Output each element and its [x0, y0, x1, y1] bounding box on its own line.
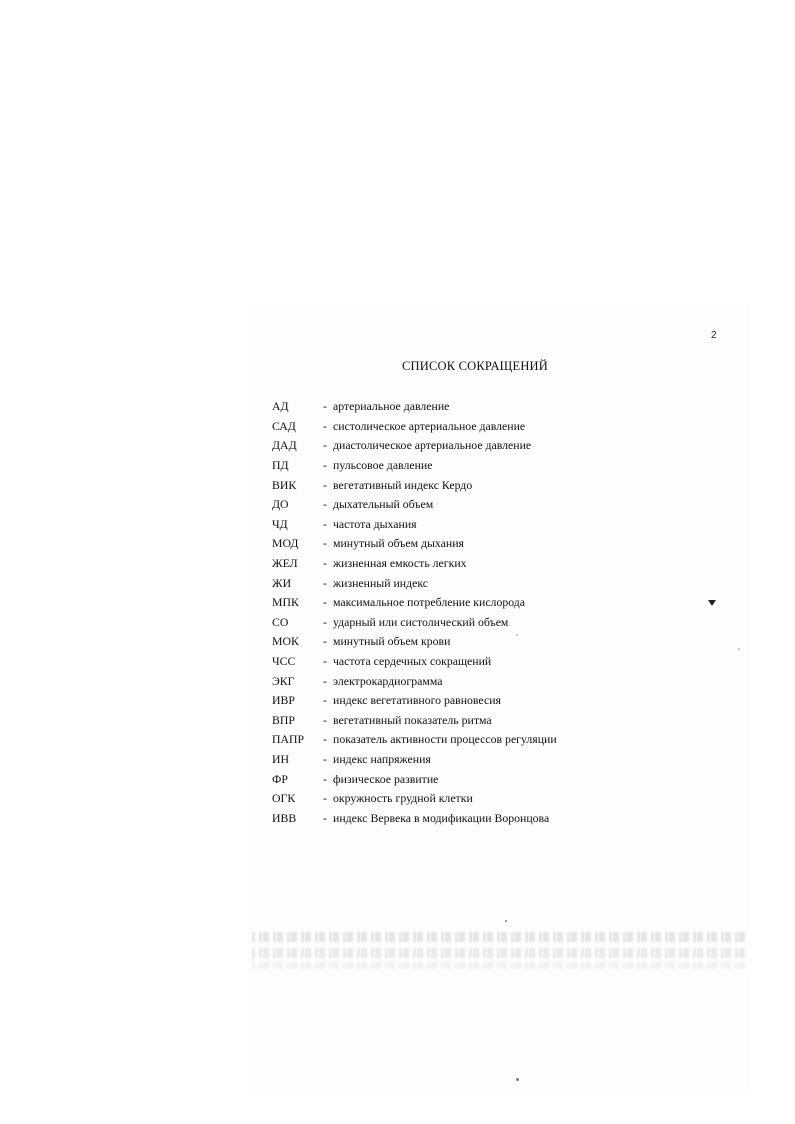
abbreviation-term: ИВР	[272, 693, 295, 708]
abbreviation-definition: показатель активности процессов регуляции	[333, 732, 557, 747]
abbreviation-term: ДАД	[272, 438, 297, 453]
abbreviation-definition: индекс напряжения	[333, 751, 431, 766]
abbreviation-row	[272, 789, 712, 809]
abbreviation-row	[272, 417, 712, 437]
abbreviation-row	[272, 711, 712, 731]
abbreviation-term: САД	[272, 418, 296, 433]
abbreviation-dash: -	[323, 751, 327, 766]
abbreviation-definition: пульсовое давление	[333, 458, 433, 473]
abbreviation-dash: -	[323, 418, 327, 433]
abbreviation-dash: -	[323, 595, 327, 610]
abbreviation-definition: вегетативный показатель ритма	[333, 712, 492, 727]
abbreviation-dash: -	[323, 458, 327, 473]
abbreviation-term: МПК	[272, 595, 299, 610]
abbreviation-definition: электрокардиограмма	[333, 673, 443, 688]
abbreviation-definition: жизненная емкость легких	[333, 556, 467, 571]
scan-noise-band	[252, 948, 747, 958]
abbreviation-term: ДО	[272, 497, 289, 512]
page-number: 2	[711, 330, 717, 341]
abbreviation-row	[272, 554, 712, 574]
abbreviation-row	[272, 671, 712, 691]
abbreviation-dash: -	[323, 477, 327, 492]
abbreviation-term: ИВВ	[272, 810, 297, 825]
abbreviation-definition: дыхательный объем	[333, 497, 434, 512]
scan-noise-band	[252, 932, 747, 942]
abbreviation-dash: -	[323, 654, 327, 669]
abbreviation-term: МОК	[272, 634, 299, 649]
scan-noise-band	[252, 962, 747, 969]
abbreviation-row	[272, 652, 712, 672]
abbreviation-definition: диастолическое артериальное давление	[333, 438, 532, 453]
abbreviation-dash: -	[323, 438, 327, 453]
abbreviation-dash: -	[323, 634, 327, 649]
abbreviation-row	[272, 730, 712, 750]
abbreviation-definition: окружность грудной клетки	[333, 791, 473, 806]
abbreviation-dash: -	[323, 810, 327, 825]
abbreviation-term: ВИК	[272, 477, 297, 492]
abbreviation-term: ПД	[272, 458, 289, 473]
abbreviation-dash: -	[323, 771, 327, 786]
abbreviation-term: ЖЕЛ	[272, 556, 298, 571]
abbreviation-row	[272, 750, 712, 770]
abbreviation-row	[272, 593, 712, 613]
scan-speck	[505, 920, 507, 922]
abbreviation-term: ЧД	[272, 516, 288, 531]
abbreviation-dash: -	[323, 614, 327, 629]
scan-speck	[516, 1078, 519, 1081]
scan-speck	[738, 648, 740, 650]
abbreviation-dash: -	[323, 575, 327, 590]
abbreviation-dash: -	[323, 673, 327, 688]
abbreviation-definition: минутный объем дыхания	[333, 536, 464, 551]
abbreviation-term: МОД	[272, 536, 299, 551]
scan-speck	[516, 634, 518, 636]
abbreviation-definition: физическое развитие	[333, 771, 439, 786]
abbreviation-term: ИН	[272, 751, 290, 766]
abbreviation-definition: ударный или систолический объем	[333, 614, 509, 629]
abbreviation-definition: индекс вегетативного равновесия	[333, 693, 501, 708]
abbreviation-term: ФР	[272, 771, 288, 786]
abbreviation-dash: -	[323, 497, 327, 512]
abbreviation-definition: вегетативный индекс Кердо	[333, 477, 473, 492]
abbreviation-row	[272, 691, 712, 711]
abbreviation-definition: индекс Вервека в модификации Воронцова	[333, 810, 550, 825]
abbreviation-row	[272, 436, 712, 456]
abbreviation-list	[272, 397, 712, 828]
abbreviation-definition: частота дыхания	[333, 516, 417, 531]
abbreviation-row	[272, 613, 712, 633]
abbreviation-dash: -	[323, 791, 327, 806]
abbreviation-row	[272, 534, 712, 554]
abbreviation-dash: -	[323, 536, 327, 551]
page-title: СПИСОК СОКРАЩЕНИЙ	[401, 359, 549, 373]
abbreviation-definition: артериальное давление	[333, 399, 450, 414]
abbreviation-dash: -	[323, 732, 327, 747]
abbreviation-term: ОГК	[272, 791, 296, 806]
abbreviation-term: ЖИ	[272, 575, 292, 590]
abbreviation-term: ПАПР	[272, 732, 305, 747]
abbreviation-row	[272, 573, 712, 593]
abbreviation-definition: частота сердечных сокращений	[333, 654, 492, 669]
abbreviation-dash: -	[323, 399, 327, 414]
abbreviation-term: ЧСС	[272, 654, 296, 669]
abbreviation-definition: максимальное потребление кислорода	[333, 595, 526, 610]
abbreviation-row	[272, 632, 712, 652]
abbreviation-dash: -	[323, 556, 327, 571]
abbreviation-row	[272, 456, 712, 476]
abbreviation-row	[272, 397, 712, 417]
abbreviation-definition: систолическое артериальное давление	[333, 418, 526, 433]
abbreviation-row	[272, 769, 712, 789]
abbreviation-dash: -	[323, 712, 327, 727]
abbreviation-dash: -	[323, 693, 327, 708]
abbreviation-term: ЭКГ	[272, 673, 295, 688]
abbreviation-dash: -	[323, 516, 327, 531]
abbreviation-definition: минутный объем крови	[333, 634, 451, 649]
scan-mark-icon	[708, 600, 716, 606]
abbreviation-row	[272, 808, 712, 828]
abbreviation-definition: жизненный индекс	[333, 575, 429, 590]
abbreviation-row	[272, 495, 712, 515]
abbreviation-row	[272, 515, 712, 535]
abbreviation-row	[272, 475, 712, 495]
abbreviation-term: СО	[272, 614, 289, 629]
abbreviation-term: АД	[272, 399, 289, 414]
abbreviation-term: ВПР	[272, 712, 295, 727]
